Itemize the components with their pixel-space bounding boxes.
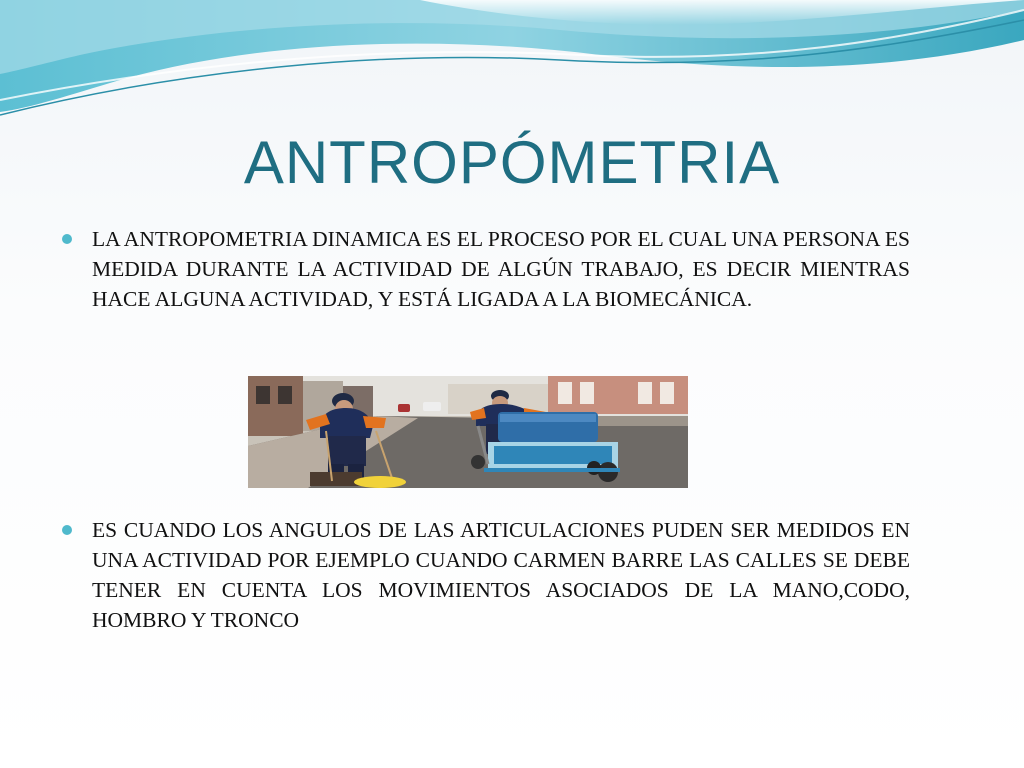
bullet-text-1: LA ANTROPOMETRIA DINAMICA ES EL PROCESO POR EL CUAL UNA PERSONA ES MEDIDA DURANTE LA ACTIVIDAD DE ALGÚN TRABAJO, ES DECIR MIENTRAS HACE ALGUNA ACTIVIDAD, Y ESTÁ LIGADA A LA BIOMECÁNICA. [92, 227, 910, 311]
slide-title: ANTROPÓMETRIA [243, 129, 781, 196]
bullet-icon [62, 234, 72, 244]
bullet-text-2: ES CUANDO LOS ANGULOS DE LAS ARTICULACIONES PUDEN SER MEDIDOS EN UNA ACTIVIDAD POR EJEMPLO CUANDO CARMEN BARRE LAS CALLES SE DEBE TENER EN CUENTA LOS MOVIMIENTOS ASOCIADOS DE LA MANO,CODO, HOMBRO Y TRONCO [92, 518, 910, 632]
header-wave-decoration [0, 0, 1024, 140]
bullet-icon [62, 525, 72, 535]
street-sweepers-photo [248, 376, 688, 488]
